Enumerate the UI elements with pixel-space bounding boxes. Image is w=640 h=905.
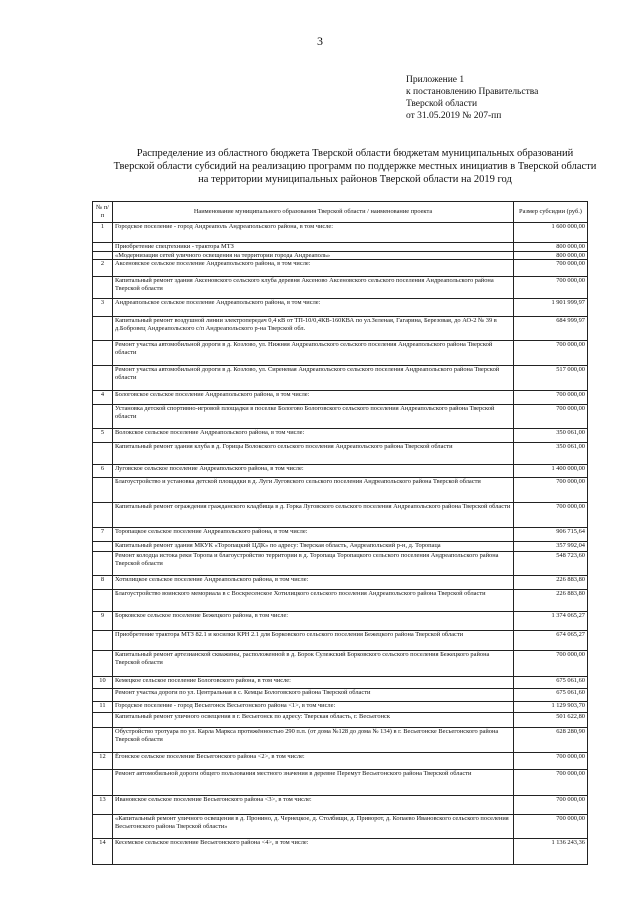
- row-name: Городское поселение - город Андреаполь Андреапольского района, в том числе:: [113, 223, 514, 243]
- row-amount: 501 622,80: [514, 713, 588, 728]
- row-name: Бологовское сельское поселение Андреапольского района, в том числе:: [113, 391, 514, 405]
- row-name: Капитальный ремонт здания Аксеновского сельского клуба деревня Аксеново Аксеновского сельского поселения Андреапольского района Тверской области: [113, 277, 514, 299]
- row-name: Борковское сельское поселение Бежецкого района, в том числе:: [113, 612, 514, 631]
- row-amount: 675 061,60: [514, 677, 588, 689]
- table-row: [93, 341, 588, 366]
- table-row: [93, 702, 588, 713]
- subsidy-table: [92, 201, 588, 865]
- row-name: Хотилицкое сельское поселение Андреапольского района, в том числе:: [113, 576, 514, 590]
- row-amount: 700 000,00: [514, 391, 588, 405]
- table-row: [93, 713, 588, 728]
- row-amount: 1 129 903,70: [514, 702, 588, 713]
- row-number: 2: [93, 260, 113, 277]
- row-number: [93, 713, 113, 728]
- row-number: [93, 815, 113, 839]
- row-amount: 700 000,00: [514, 341, 588, 366]
- table-row: [93, 631, 588, 651]
- row-name: Ремонт участка автомобильной дороги в д. Козлово, ул. Нижняя Андреапольского сельского поселения Андреапольского района Тверской области: [113, 341, 514, 366]
- row-amount: 800 000,00: [514, 243, 588, 252]
- row-number: [93, 443, 113, 465]
- row-name: Кесемское сельское поселение Весьегонского района <4>, в том числе:: [113, 839, 514, 865]
- row-number: [93, 251, 113, 260]
- table-row: [93, 260, 588, 277]
- row-amount: 548 723,60: [514, 552, 588, 576]
- table-row: [93, 542, 588, 552]
- page-number: 3: [317, 34, 323, 48]
- row-number: [93, 405, 113, 429]
- row-number: 12: [93, 753, 113, 770]
- table-row: [93, 590, 588, 612]
- row-number: 10: [93, 677, 113, 689]
- header-name: Наименование муниципального образования Тверской области / наименование проекта: [113, 202, 514, 223]
- row-number: [93, 590, 113, 612]
- appendix-line: от 31.05.2019 № 207-пп: [406, 111, 502, 121]
- row-number: [93, 552, 113, 576]
- table-row: [93, 815, 588, 839]
- row-name: Капитальный ремонт здания клуба в д. Горицы Волокского сельского поселения Андреапольского района Тверской области: [113, 443, 514, 465]
- row-amount: 350 061,00: [514, 429, 588, 443]
- row-amount: 1 374 065,27: [514, 612, 588, 631]
- row-name: Ремонт автомобильной дороги общего пользования местного значения в деревне Перемут Весьегонского района Тверской области: [113, 770, 514, 796]
- row-amount: 800 000,00: [514, 251, 588, 260]
- row-number: [93, 478, 113, 503]
- table-row: [93, 552, 588, 576]
- row-name: Ремонт колодца истока реки Торопа и благоустройство территории в д. Торопаца Торопацкого сельского поселения Андреапольского района Тверской области: [113, 552, 514, 576]
- table-row: [93, 576, 588, 590]
- row-name: Луговское сельское поселение Андреапольского района, в том числе:: [113, 465, 514, 478]
- table-header-row: [93, 202, 588, 223]
- row-name: Приобретение трактора МТЗ 82.1 и косилки КРН 2.1 для Борковского сельского поселения Бежецкого района Тверской области: [113, 631, 514, 651]
- row-name: Городское поселение - город Весьегонск Весьегонского района <1>, в том числе:: [113, 702, 514, 713]
- row-number: [93, 689, 113, 702]
- row-amount: 1 400 000,00: [514, 465, 588, 478]
- header-amount: Размер субсидии (руб.): [514, 202, 588, 223]
- row-name: Ёгонское сельское поселение Весьегонского района <2>, в том числе:: [113, 753, 514, 770]
- row-amount: 357 992,04: [514, 542, 588, 552]
- row-amount: 226 883,80: [514, 590, 588, 612]
- table-row: [93, 391, 588, 405]
- row-name: Волокское сельское поселение Андреапольского района, в том числе:: [113, 429, 514, 443]
- table-row: [93, 223, 588, 243]
- row-name: «Модернизация сетей уличного освещения на территории города Андреаполь»: [113, 251, 514, 260]
- title-line: Распределение из областного бюджета Тверской области бюджетам муниципальных образований: [136, 148, 574, 159]
- table-row: [93, 299, 588, 317]
- table-row: [93, 528, 588, 542]
- row-number: 3: [93, 299, 113, 317]
- row-amount: 700 000,00: [514, 796, 588, 815]
- row-amount: 700 000,00: [514, 277, 588, 299]
- row-amount: 517 000,00: [514, 366, 588, 391]
- row-name: Капитальный ремонт ограждения гражданского кладбища в д. Горка Луговского сельского поселения Андреапольского района Тверской области: [113, 503, 514, 528]
- table-row: [93, 429, 588, 443]
- appendix-line: Приложение 1: [406, 75, 465, 85]
- row-name: Андреапольское сельское поселение Андреапольского района, в том числе:: [113, 299, 514, 317]
- table-row: [93, 651, 588, 677]
- row-number: [93, 503, 113, 528]
- title-line: Тверской области субсидий на реализацию программ по поддержке местных инициатив в Тверской области: [113, 161, 597, 172]
- row-number: [93, 341, 113, 366]
- row-amount: 700 000,00: [514, 260, 588, 277]
- row-number: 11: [93, 702, 113, 713]
- table-row: [93, 243, 588, 252]
- table-row: [93, 753, 588, 770]
- table-row: [93, 796, 588, 815]
- row-amount: 700 000,00: [514, 753, 588, 770]
- row-amount: 906 715,64: [514, 528, 588, 542]
- row-number: 8: [93, 576, 113, 590]
- row-number: 4: [93, 391, 113, 405]
- row-name: Аксеновское сельское поселение Андреапольского района, в том числе:: [113, 260, 514, 277]
- row-amount: 675 061,60: [514, 689, 588, 702]
- row-name: Благоустройство и установка детской площадки в д. Луги Луговского сельского поселения Андреапольского района Тверской области: [113, 478, 514, 503]
- table-row: [93, 770, 588, 796]
- row-amount: 350 061,00: [514, 443, 588, 465]
- row-name: Обустройство тротуара по ул. Карла Маркса протяжённостью 290 п.п. (от дома №128 до дома № 134) в г. Весьегонске Весьегонского района Тверской области: [113, 728, 514, 753]
- row-number: 14: [93, 839, 113, 865]
- row-number: 13: [93, 796, 113, 815]
- row-name: Капитальный ремонт воздушной линии электропередач 0,4 кВ от ТП-10/0,4КВ-160КВА по ул.Зеленая, Гагарина, Березовая, до АО-2 № 39 в д.Бобровец Андреапольского с/п Андреапольского р-на Тверской обл.: [113, 317, 514, 341]
- table-row: [93, 465, 588, 478]
- appendix-block: [406, 74, 538, 122]
- row-name: Капитальный ремонт уличного освещения в г. Весьегонск по адресу: Тверская область, г. Весьегонск: [113, 713, 514, 728]
- row-amount: 700 000,00: [514, 503, 588, 528]
- row-number: 1: [93, 223, 113, 243]
- row-name: Благоустройство воинского мемориала в с Воскресенское Хотилицкого сельского поселения Андреапольского района Тверской области: [113, 590, 514, 612]
- row-amount: 226 883,80: [514, 576, 588, 590]
- row-name: Установка детской спортивно-игровой площадки в поселке Бологово Бологовского сельского поселения Андреапольского района Тверской области: [113, 405, 514, 429]
- row-number: 7: [93, 528, 113, 542]
- row-number: [93, 317, 113, 341]
- table-row: [93, 277, 588, 299]
- table-row: [93, 728, 588, 753]
- row-name: «Капитальный ремонт уличного освещения в д. Пронино, д. Чернецкое, д. Столбищи, д. Приворот, д. Копаево Ивановского сельского поселения Весьегонского района Тверской области»: [113, 815, 514, 839]
- row-number: [93, 728, 113, 753]
- row-amount: 1 901 999,97: [514, 299, 588, 317]
- header-number: № п/п: [93, 202, 113, 223]
- row-name: Ремонт участка дороги по ул. Центральная в с. Кемцы Бологовского района Тверской области: [113, 689, 514, 702]
- table-row: [93, 478, 588, 503]
- row-name: Кемецкое сельское поселение Бологовского района, в том числе:: [113, 677, 514, 689]
- row-number: [93, 366, 113, 391]
- row-amount: 700 000,00: [514, 651, 588, 677]
- row-number: [93, 243, 113, 252]
- row-amount: 700 000,00: [514, 405, 588, 429]
- row-name: Торопацкое сельское поселение Андреапольского района, в том числе:: [113, 528, 514, 542]
- row-number: 6: [93, 465, 113, 478]
- table-row: [93, 405, 588, 429]
- title-line: на территории муниципальных районов Тверской области на 2019 год: [198, 174, 512, 185]
- row-number: [93, 770, 113, 796]
- row-name: Ремонт участка автомобильной дороги в д. Козлово, ул. Сиреневая Андреапольского сельского поселения Андреапольского района Тверской области: [113, 366, 514, 391]
- row-amount: 674 065,27: [514, 631, 588, 651]
- row-name: Капитальный ремонт артезианской скважины, расположенной в д. Борок Сулежский Борковского сельского поселения Бежецкого района Тверской области: [113, 651, 514, 677]
- table-row: [93, 317, 588, 341]
- table-row: [93, 443, 588, 465]
- row-name: Приобретение спецтехники - трактора МТЗ: [113, 243, 514, 252]
- row-name: Ивановское сельское поселение Весьегонского района <3>, в том числе:: [113, 796, 514, 815]
- row-amount: 700 000,00: [514, 815, 588, 839]
- row-name: Капитальный ремонт здания МКУК «Торопацкий ЦДК» по адресу: Тверская область, Андреапольский р-н, д. Торопаца: [113, 542, 514, 552]
- row-amount: 1 600 000,00: [514, 223, 588, 243]
- row-amount: 700 000,00: [514, 478, 588, 503]
- row-amount: 1 136 243,36: [514, 839, 588, 865]
- row-number: [93, 631, 113, 651]
- row-number: [93, 542, 113, 552]
- row-number: [93, 651, 113, 677]
- document-title: [110, 147, 600, 186]
- table-row: [93, 251, 588, 260]
- table-row: [93, 839, 588, 865]
- table-row: [93, 503, 588, 528]
- row-number: 5: [93, 429, 113, 443]
- row-amount: 628 280,90: [514, 728, 588, 753]
- table-row: [93, 689, 588, 702]
- row-number: [93, 277, 113, 299]
- appendix-line: к постановлению Правительства: [406, 87, 539, 97]
- table-row: [93, 366, 588, 391]
- table-row: [93, 677, 588, 689]
- table-row: [93, 612, 588, 631]
- appendix-line: Тверской области: [406, 99, 478, 109]
- row-amount: 684 999,97: [514, 317, 588, 341]
- row-number: 9: [93, 612, 113, 631]
- row-amount: 700 000,00: [514, 770, 588, 796]
